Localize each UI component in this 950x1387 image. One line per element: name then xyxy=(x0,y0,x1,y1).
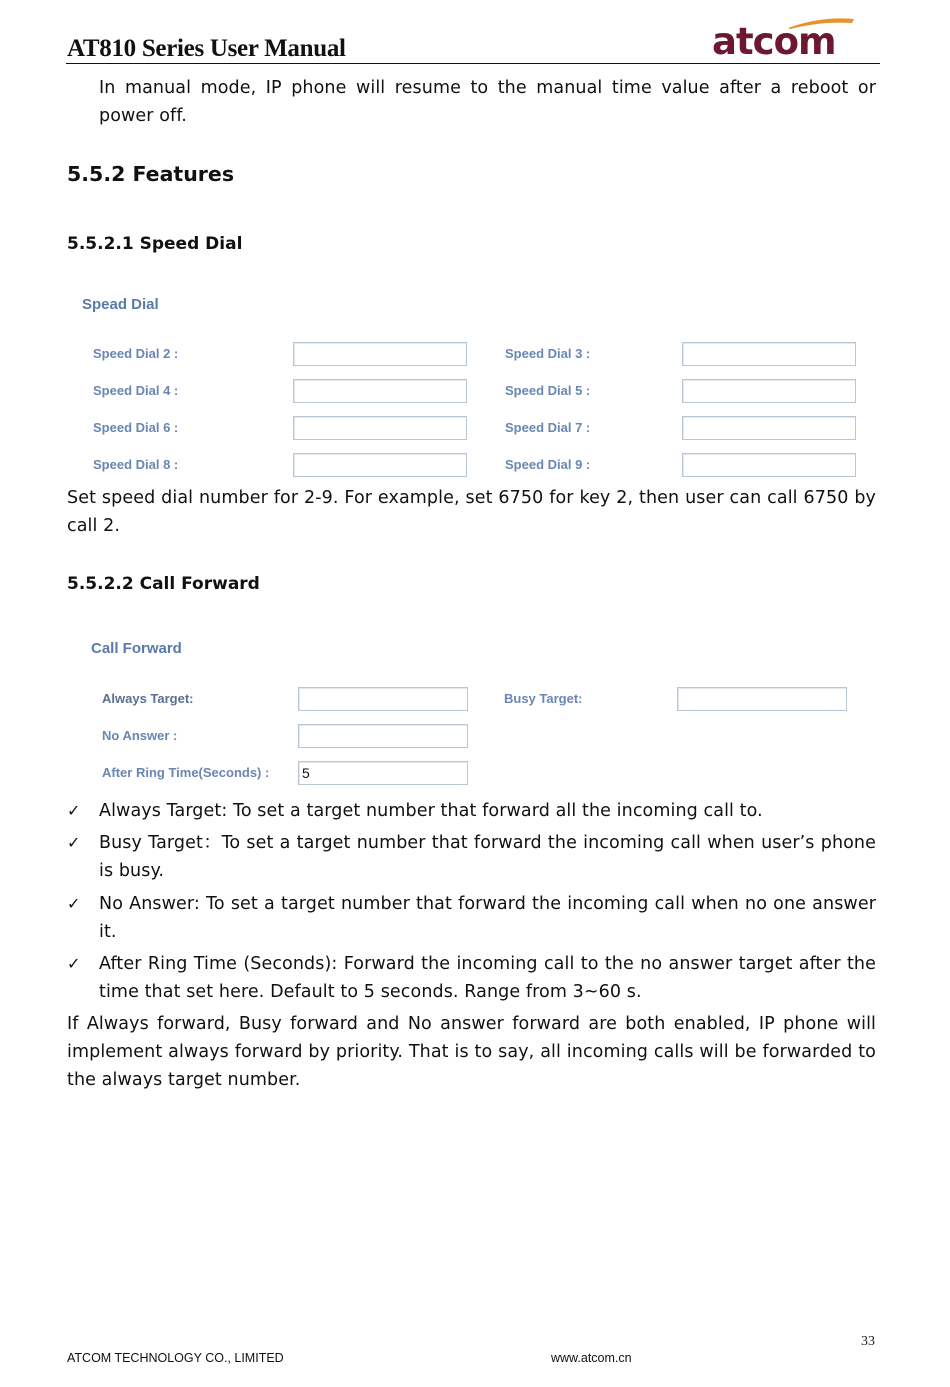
logo-wordmark: atcom xyxy=(712,20,836,63)
speed-dial-8-label: Speed Dial 8 : xyxy=(93,457,179,472)
always-target-label: Always Target: xyxy=(102,691,194,706)
manual-title: AT810 Series User Manual xyxy=(67,35,346,62)
speed-dial-heading: 5.5.2.1 Speed Dial xyxy=(67,234,243,254)
speed-dial-7-input[interactable] xyxy=(682,416,856,440)
call-forward-closing-paragraph: If Always forward, Busy forward and No answer forward are both enabled, IP phone will implement always forward by priority. That is to say, all incoming calls will be forwarded to the always target number. xyxy=(67,1014,876,1090)
busy-target-label: Busy Target: xyxy=(504,691,583,706)
speed-dial-4-input[interactable] xyxy=(293,379,467,403)
speed-dial-9-label: Speed Dial 9 : xyxy=(505,457,591,472)
speed-dial-panel-title: Spead Dial xyxy=(82,296,159,313)
intro-paragraph: In manual mode, IP phone will resume to the manual time value after a reboot or power off. xyxy=(99,78,876,126)
speed-dial-9-input[interactable] xyxy=(682,453,856,477)
page-number: 33 xyxy=(861,1334,875,1349)
speed-dial-5-label: Speed Dial 5 : xyxy=(505,383,591,398)
no-answer-input[interactable] xyxy=(298,724,468,748)
speed-dial-6-label: Speed Dial 6 : xyxy=(93,420,179,435)
call-forward-heading: 5.5.2.2 Call Forward xyxy=(67,574,260,594)
footer-company: ATCOM TECHNOLOGY CO., LIMITED xyxy=(67,1351,284,1365)
speed-dial-8-input[interactable] xyxy=(293,453,467,477)
checkmark-icon: ✓ xyxy=(67,801,81,820)
speed-dial-2-label: Speed Dial 2 : xyxy=(93,346,179,361)
checkmark-icon: ✓ xyxy=(67,833,81,852)
bullet-after-ring-time: After Ring Time (Seconds): Forward the incoming call to the no answer target after the time that set here. Default to 5 seconds. Range from 3~60 s. xyxy=(99,954,876,1002)
always-target-input[interactable] xyxy=(298,687,468,711)
bullet-no-answer: No Answer: To set a target number that forward the incoming call when no one answer it. xyxy=(99,894,876,942)
after-ring-time-input[interactable] xyxy=(298,761,468,785)
bullet-busy-target: Busy Target：To set a target number that forward the incoming call when user’s phone is busy. xyxy=(99,833,876,881)
call-forward-panel-title: Call Forward xyxy=(91,640,182,657)
speed-dial-7-label: Speed Dial 7 : xyxy=(505,420,591,435)
no-answer-label: No Answer : xyxy=(102,728,178,743)
bullet-always-target: Always Target: To set a target number that forward all the incoming call to. xyxy=(99,801,763,821)
checkmark-icon: ✓ xyxy=(67,894,81,913)
atcom-logo xyxy=(712,14,852,63)
speed-dial-4-label: Speed Dial 4 : xyxy=(93,383,179,398)
speed-dial-description: Set speed dial number for 2-9. For example, set 6750 for key 2, then user can call 6750 by call 2. xyxy=(67,488,876,536)
checkmark-icon: ✓ xyxy=(67,954,81,973)
speed-dial-3-input[interactable] xyxy=(682,342,856,366)
section-heading: 5.5.2 Features xyxy=(67,162,235,186)
header-divider xyxy=(66,63,880,64)
speed-dial-5-input[interactable] xyxy=(682,379,856,403)
busy-target-input[interactable] xyxy=(677,687,847,711)
footer-website: www.atcom.cn xyxy=(551,1351,632,1365)
after-ring-time-label: After Ring Time(Seconds) : xyxy=(102,765,270,780)
speed-dial-6-input[interactable] xyxy=(293,416,467,440)
speed-dial-3-label: Speed Dial 3 : xyxy=(505,346,591,361)
speed-dial-2-input[interactable] xyxy=(293,342,467,366)
